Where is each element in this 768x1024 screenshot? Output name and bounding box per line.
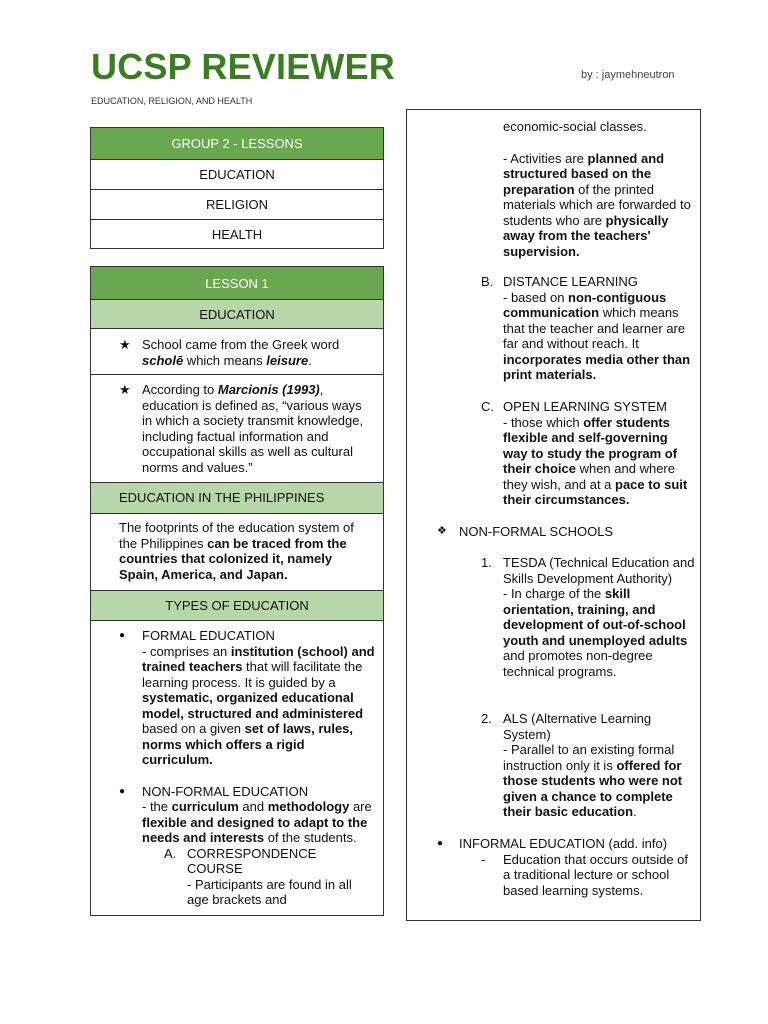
types-header: TYPES OF EDUCATION — [91, 590, 383, 620]
group-lesson-health: HEALTH — [91, 219, 383, 248]
correspondence-course-item: A. CORRESPONDENCE COURSE - Participants are found in all age brackets and — [164, 845, 352, 907]
right-column-box — [406, 109, 701, 921]
philippines-text: The footprints of the education system of the Philippines can be traced from the countries that colonized it, namely Spain, America, and Japan. — [91, 513, 383, 590]
group-lesson-education: EDUCATION — [91, 159, 383, 189]
open-learning-item: C. OPEN LEARNING SYSTEM - those which offer students flexible and self-governing way to study the program of their choice when and where they wish, and at a pace to suit their circumstances. — [481, 399, 688, 507]
document-subtitle: EDUCATION, RELIGION, AND HEALTH — [91, 96, 253, 106]
document-title: UCSP REVIEWER — [91, 46, 395, 87]
non-formal-education-label: NON-FORMAL EDUCATION — [142, 783, 309, 799]
tesda-item: 1. TESDA (Technical Education and Skills Development Authority) - In charge of the skill orientation, training, and development of out-of-school youth and unemployed adults and promotes non-degree technical programs. — [481, 555, 695, 679]
lesson-1-table — [90, 266, 384, 916]
group-lessons-table — [90, 127, 384, 249]
group-lessons-header: GROUP 2 - LESSONS — [91, 128, 383, 159]
bullet-dot-icon: ● — [119, 786, 126, 797]
diamond-bullet-icon: ❖ — [437, 525, 447, 537]
marcionis-definition-item: ★ According to Marcionis (1993), education is defined as, “various ways in which a society transmit knowledge, including factual information and occupational skills as well as cultural norms and values.” — [91, 374, 383, 482]
greek-origin-item: ★ School came from the Greek word scholē which means leisure. — [91, 328, 383, 374]
author-byline: by : jaymehneutron — [581, 69, 675, 81]
als-item: 2. ALS (Alternative Learning System) - Parallel to an existing formal instruction only it is offered for those students who were not given a chance to complete their basic education. — [481, 711, 683, 819]
informal-education-item: ● INFORMAL EDUCATION (add. info) - Education that occurs outside of a traditional lecture or school based learning systems. — [437, 836, 689, 898]
bullet-dot-icon: ● — [119, 630, 126, 641]
group-lesson-religion: RELIGION — [91, 189, 383, 219]
continuation-text: economic-social classes. - Activities are planned and structured based on the preparation of the printed materials which are forwarded to students who are physically away from the teachers' supervision. — [503, 119, 691, 259]
distance-learning-item: B. DISTANCE LEARNING - based on non-contiguous communication which means that the teacher and learner are far and without reach. It incorporates media other than print materials. — [481, 274, 691, 382]
star-icon: ★ — [119, 382, 131, 397]
lesson-topic-header: EDUCATION — [91, 299, 383, 328]
lesson-1-header: LESSON 1 — [91, 267, 383, 299]
philippines-header: EDUCATION IN THE PHILIPPINES — [91, 482, 383, 513]
bullet-dot-icon: ● — [437, 838, 444, 849]
non-formal-schools-item: ❖ NON-FORMAL SCHOOLS — [437, 524, 614, 539]
formal-education-label: FORMAL EDUCATION — [142, 628, 275, 643]
star-icon: ★ — [119, 337, 131, 352]
types-of-education-list: ● FORMAL EDUCATION - comprises an institution (school) and trained teachers that will facilitate the learning process. It is guided by a systematic, organized educational model, structured and administered based on a given set of laws, rules, norms which offers a rigid curriculum. ● NON-FORMAL EDUCATION - the curriculum and methodology are flexible and designed to adapt to the needs and interests of the students. A. CORRESPONDENCE COURSE - Participants are found in all age brackets and — [91, 620, 383, 915]
